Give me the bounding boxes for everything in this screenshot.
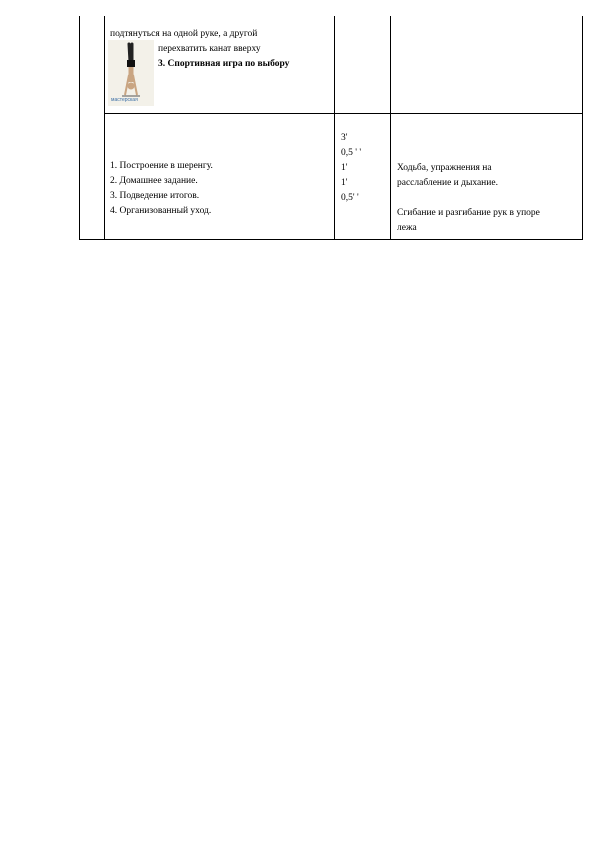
table-col-divider-2 [334, 16, 335, 240]
content-line-2: перехватить канат вверху [158, 44, 261, 54]
step-2: 2. Домашнее задание. [110, 176, 198, 186]
dosage-1: 3' [341, 133, 348, 143]
note-line-3: Сгибание и разгибание рук в упоре [397, 208, 540, 218]
handstand-illustration [108, 40, 154, 106]
step-4: 4. Организованный уход. [110, 206, 212, 216]
dosage-4: 1' [341, 178, 348, 188]
dosage-3: 1' [341, 163, 348, 173]
step-1: 1. Построение в шеренгу. [110, 161, 213, 171]
table-col-divider-3 [390, 16, 391, 240]
dosage-5: 0,5' ' [341, 193, 359, 203]
table-border-bottom [79, 239, 583, 240]
table-col-divider-1 [104, 16, 105, 240]
note-line-4: лежа [397, 223, 417, 233]
note-line-2: расслабление и дыхание. [397, 178, 498, 188]
table-row-divider [104, 113, 583, 114]
dosage-2: 0,5 ' ' [341, 148, 362, 158]
table-border-right [582, 16, 583, 240]
content-line-1: подтянуться на одной руке, а другой [110, 29, 258, 39]
section-title: 3. Спортивная игра по выбору [158, 59, 290, 69]
table-border-left [79, 16, 80, 240]
image-caption: мастерская [111, 97, 138, 103]
step-3: 3. Подведение итогов. [110, 191, 200, 201]
note-line-1: Ходьба, упражнения на [397, 163, 492, 173]
